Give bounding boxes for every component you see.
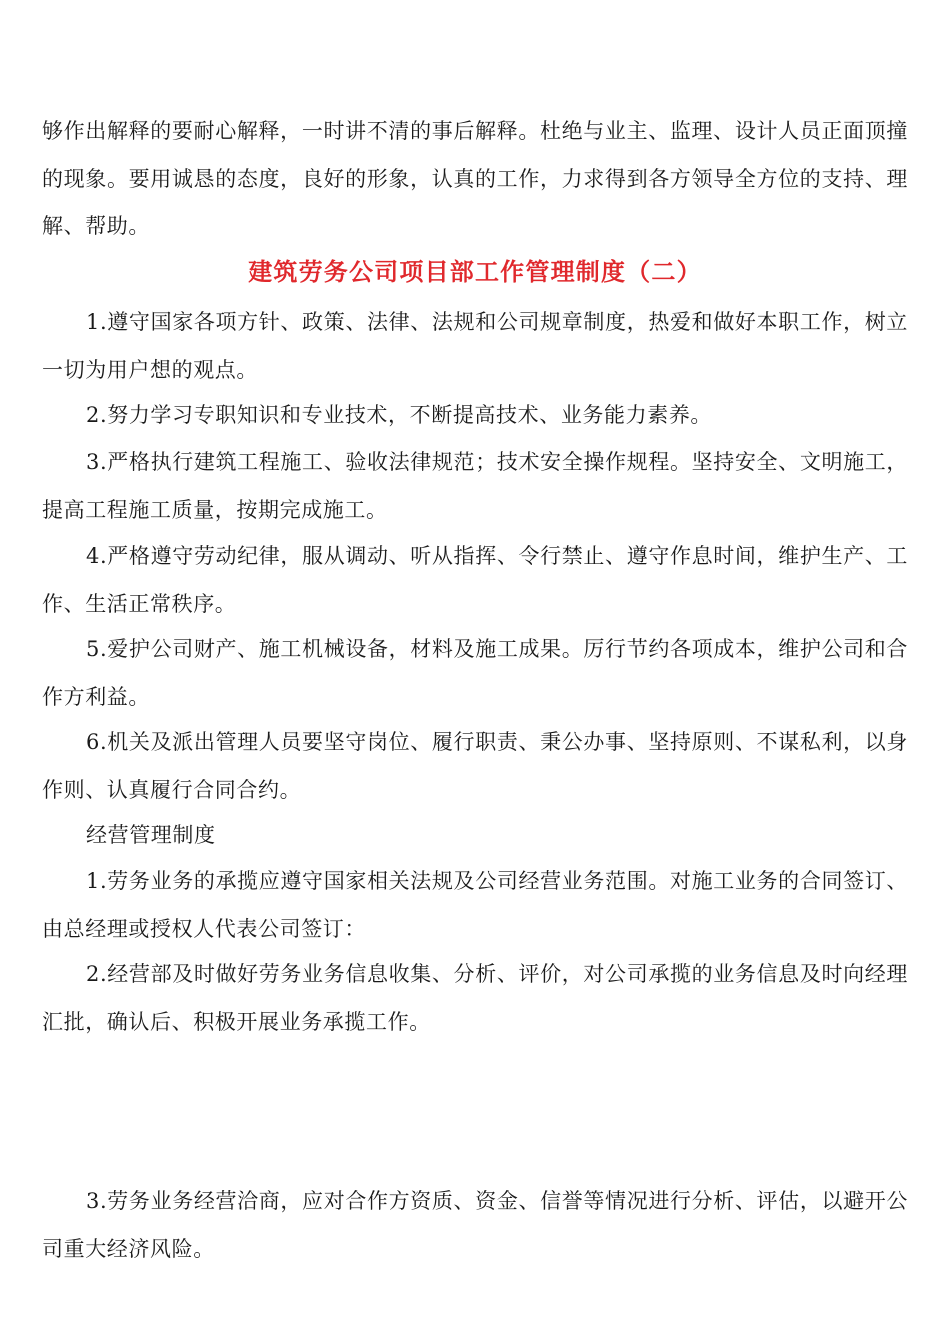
business-rule-item-1: 1.劳务业务的承揽应遵守国家相关法规及公司经营业务范围。对施工业务的合同签订、由总经理或授权人代表公司签订： <box>42 869 908 941</box>
business-rule-item-3: 3.劳务业务经营洽商，应对合作方资质、资金、信誉等情况进行分析、评估，以避开公司重大经济风险。 <box>42 1189 908 1261</box>
business-rule-item-2: 2.经营部及时做好劳务业务信息收集、分析、评价，对公司承揽的业务信息及时向经理汇批，确认后、积极开展业务承揽工作。 <box>42 962 908 1034</box>
rule-item-2: 2.努力学习专职知识和专业技术，不断提高技术、业务能力素养。 <box>86 403 713 427</box>
continuation-paragraph: 够作出解释的要耐心解释，一时讲不清的事后解释。杜绝与业主、监理、设计人员正面顶撞的现象。要用诚恳的态度，良好的形象，认真的工作，力求得到各方领导全方位的支持、理解、帮助。 <box>42 119 908 238</box>
rule-item-3: 3.严格执行建筑工程施工、验收法律规范；技术安全操作规程。坚持安全、文明施工，提高工程施工质量，按期完成施工。 <box>42 450 908 522</box>
section-title: 建筑劳务公司项目部工作管理制度（二） <box>248 257 702 286</box>
rule-item-1: 1.遵守国家各项方针、政策、法律、法规和公司规章制度，热爱和做好本职工作，树立一切为用户想的观点。 <box>42 310 908 382</box>
rule-item-4: 4.严格遵守劳动纪律，服从调动、听从指挥、令行禁止、遵守作息时间，维护生产、工作、生活正常秩序。 <box>42 544 908 616</box>
rule-item-6: 6.机关及派出管理人员要坚守岗位、履行职责、秉公办事、坚持原则、不谋私利，以身作则、认真履行合同合约。 <box>42 730 908 802</box>
rule-item-5: 5.爱护公司财产、施工机械设备，材料及施工成果。厉行节约各项成本，维护公司和合作方利益。 <box>42 637 908 709</box>
subsection-title: 经营管理制度 <box>86 823 216 847</box>
